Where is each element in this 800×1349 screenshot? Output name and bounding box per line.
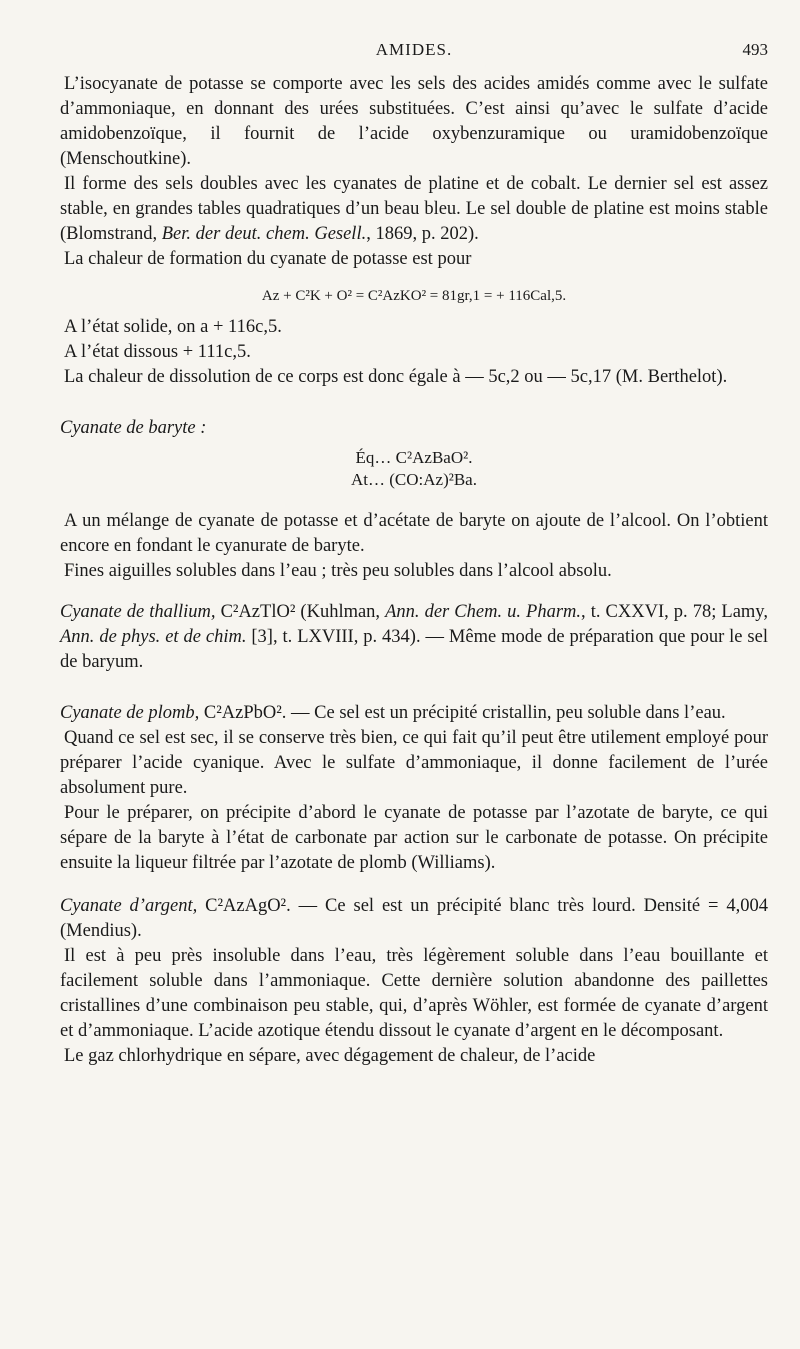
text: C²AzTlO² (Kuhlman, xyxy=(215,602,386,622)
text: Il forme des sels doubles avec les cyanates de platine et de cobalt. Le dernier sel est assez stable, en grandes tables quadratiques d’un beau bleu. Le sel double de platine est moins stable (Blomstrand, xyxy=(60,174,768,244)
text: , 1869, p. 202). xyxy=(366,224,479,244)
page-number: 493 xyxy=(742,40,768,59)
section-heading: Cyanate de baryte : xyxy=(60,418,207,438)
paragraph: A l’état solide, on a + 116c,5. xyxy=(64,317,282,337)
paragraph: La chaleur de dissolution de ce corps est donc égale à — 5c,2 ou — 5c,17 (M. Berthelot). xyxy=(64,367,728,387)
paragraph: Quand ce sel est sec, il se conserve très bien, ce qui fait qu’il peut être utilement employé pour préparer l’acide cyanique. Avec le sulfate d’ammoniaque, il donne facilement de l’urée absolument pure. xyxy=(60,728,768,798)
paragraph: L’isocyanate de potasse se comporte avec les sels des acides amidés comme avec le sulfate d’ammoniaque, en donnant des urées substituées. C’est ainsi qu’avec le sulfate d’acide amidobenzoïque, il fournit de l’acide oxybenzuramique ou uramidobenzoïque (Menschoutkine). xyxy=(60,74,768,169)
text: C²AzAgO². — Ce sel est un précipité blanc très lourd. Densité = 4,004 (Mendius). xyxy=(60,896,768,941)
paragraph: Pour le préparer, on précipite d’abord le cyanate de potasse par l’azotate de baryte, ce qui sépare de la baryte à l’état de carbonate par action sur le carbonate de potasse. On précipite ensuite la liqueur filtrée par l’azotate de plomb (Williams). xyxy=(60,803,768,873)
equation: Az + C²K + O² = C²AzKO² = 81gr,1 = + 116Cal,5. xyxy=(261,288,567,304)
text: , t. CXXVI, p. 78; Lamy, xyxy=(581,602,768,622)
text: C²AzPbO². — Ce sel est un précipité cristallin, peu soluble dans l’eau. xyxy=(199,703,726,723)
paragraph: Il est à peu près insoluble dans l’eau, très légèrement soluble dans l’eau bouillante et facilement soluble dans l’ammoniaque. Cette dernière solution abandonne des paillettes cristallines d’une combinaison peu stable, qui, d’après Wöhler, est formée de cyanate d’argent et d’ammoniaque. L’acide azotique étendu dissout le cyanate d’argent en le décomposant. xyxy=(60,946,768,1041)
section-heading: Cyanate de thallium, xyxy=(60,602,216,622)
running-header xyxy=(60,40,768,68)
paragraph: A l’état dissous + 111c,5. xyxy=(64,342,251,362)
page-body xyxy=(60,72,768,1069)
paragraph xyxy=(60,172,768,247)
paragraph xyxy=(60,894,768,944)
formula: At… (CO:Az)²Ba. xyxy=(351,470,477,489)
section-heading: Cyanate d’argent, xyxy=(60,896,198,916)
paragraph: La chaleur de formation du cyanate de potasse est pour xyxy=(64,249,472,269)
paragraph xyxy=(60,701,768,726)
citation: Ann. der Chem. u. Pharm. xyxy=(385,602,582,622)
citation: Ber. der deut. chem. Gesell. xyxy=(161,224,367,244)
citation: Ann. de phys. et de chim. xyxy=(60,627,247,647)
paragraph: A un mélange de cyanate de potasse et d’acétate de baryte on ajoute de l’alcool. On l’obtient encore en fondant le cyanurate de baryte. xyxy=(60,511,768,556)
paragraph: Le gaz chlorhydrique en sépare, avec dégagement de chaleur, de l’acide xyxy=(64,1046,596,1066)
running-title: AMIDES. xyxy=(375,40,453,59)
paragraph xyxy=(60,600,768,675)
paragraph: Fines aiguilles solubles dans l’eau ; très peu solubles dans l’alcool absolu. xyxy=(64,561,612,581)
text: [3], t. LXVIII, p. 434). — Même mode de préparation que pour le sel de baryum. xyxy=(60,627,768,672)
formula: Éq… C²AzBaO². xyxy=(355,448,473,467)
section-heading: Cyanate de plomb, xyxy=(60,703,200,723)
